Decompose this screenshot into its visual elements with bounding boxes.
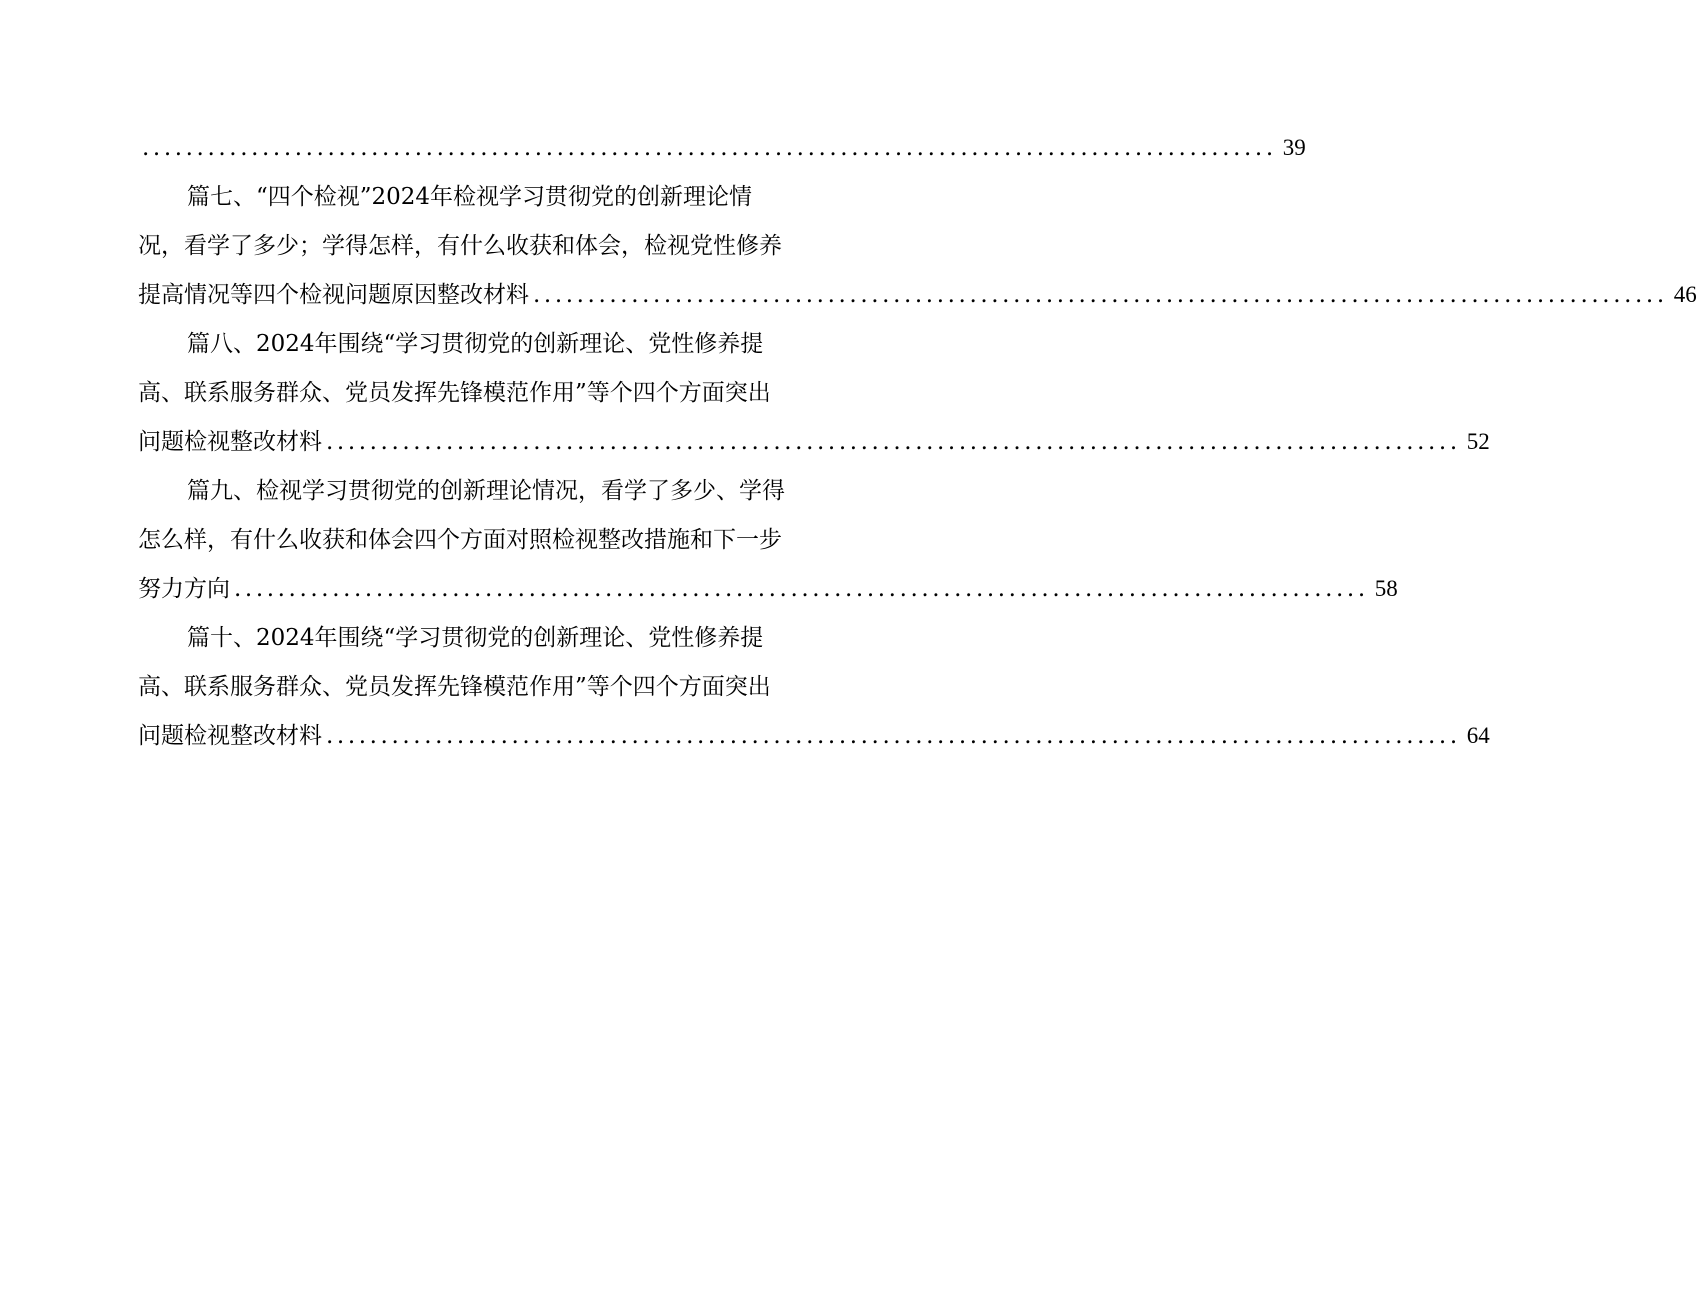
toc-entry-text: 努力方向 — [138, 576, 230, 602]
toc-entry-last-line — [138, 718, 1490, 754]
toc-entry-line — [138, 228, 780, 264]
toc-entry-line — [187, 473, 785, 509]
toc-entry-line — [138, 669, 780, 705]
toc-entry-text: 高、联系服务群众、党员发挥先锋模范作用”等个四个方面突出 — [138, 674, 771, 700]
toc-page-number: 64 — [1466, 723, 1490, 748]
toc-entry-text: 高、联系服务群众、党员发挥先锋模范作用”等个四个方面突出 — [138, 380, 771, 406]
toc-entry-continuation — [138, 130, 1306, 166]
toc-page-number: 39 — [1282, 135, 1306, 160]
toc-entry-line — [187, 179, 780, 215]
toc-entry-text: 篇九、检视学习贯彻党的创新理论情况，看学了多少、学得 — [187, 478, 785, 504]
toc-page-number: 46 — [1673, 282, 1697, 307]
dot-leader: ........................................................................................................ — [142, 135, 1277, 161]
toc-entry-text: 篇十、2024年围绕“学习贯彻党的创新理论、党性修养提 — [187, 625, 764, 651]
toc-entry-last-line — [138, 424, 1490, 460]
dot-leader: ........................................................................................................ — [234, 576, 1369, 602]
dot-leader: ........................................................................................................ — [326, 429, 1461, 455]
toc-entry-text: 篇八、2024年围绕“学习贯彻党的创新理论、党性修养提 — [187, 331, 764, 357]
toc-entry-text: 提高情况等四个检视问题原因整改材料 — [138, 282, 529, 308]
toc-entry-text: 问题检视整改材料 — [138, 723, 322, 749]
toc-entry-line — [187, 620, 780, 656]
toc-entry-text: 怎么样，有什么收获和体会四个方面对照检视整改措施和下一步 — [138, 527, 782, 553]
toc-page-number: 58 — [1374, 576, 1398, 601]
toc-entry-line — [187, 326, 780, 362]
toc-entry-line — [138, 375, 780, 411]
dot-leader: ........................................................................................................ — [533, 282, 1668, 308]
toc-entry-text: 问题检视整改材料 — [138, 429, 322, 455]
dot-leader: ........................................................................................................ — [326, 723, 1461, 749]
toc-page-number: 52 — [1466, 429, 1490, 454]
toc-entry-text: 况，看学了多少；学得怎样，有什么收获和体会，检视党性修养 — [138, 233, 782, 259]
toc-entry-last-line — [138, 277, 1697, 313]
toc-entry-last-line — [138, 571, 1398, 607]
toc-entry-line — [138, 522, 780, 558]
toc-entry-text: 篇七、“四个检视”2024年检视学习贯彻党的创新理论情 — [187, 184, 753, 210]
